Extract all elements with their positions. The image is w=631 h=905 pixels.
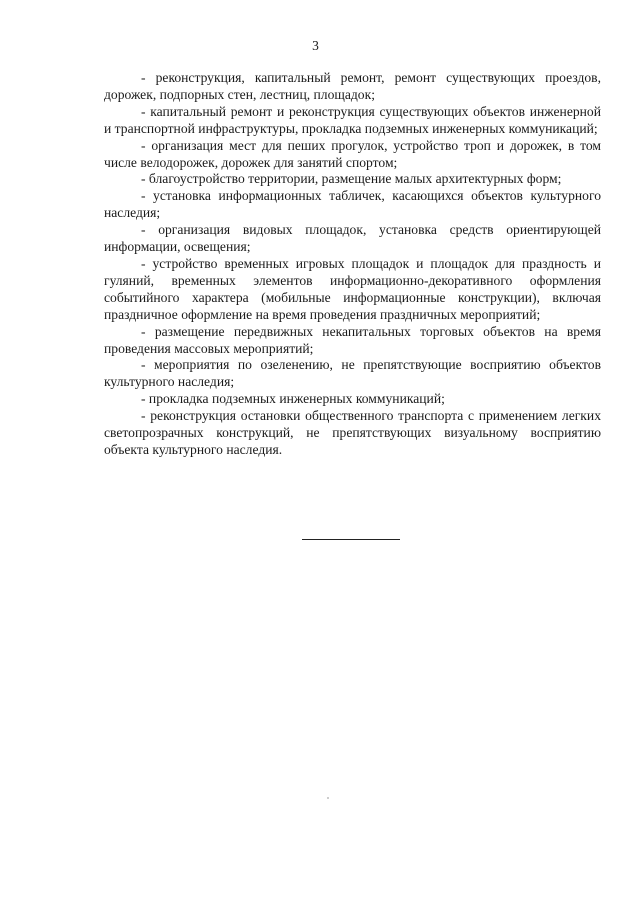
list-item: - организация видовых площадок, установка средств ориентирующей информации, освещения; — [104, 222, 601, 255]
list-item: - реконструкция остановки общественного транспорта с применением легких светопрозрачных конструкций, не препятствующих визуальному восприятию объекта культурного наследия. — [104, 408, 601, 457]
list-item: - реконструкция, капитальный ремонт, ремонт существующих проездов, дорожек, подпорных стен, лестниц, площадок; — [104, 70, 601, 102]
list-item: - мероприятия по озеленению, не препятствующие восприятию объектов культурного наследия; — [104, 357, 601, 390]
list-item: - организация мест для пеших прогулок, устройство троп и дорожек, в том числе велодорожек, дорожек для занятий спортом; — [104, 137, 601, 170]
list-item: - благоустройство территории, размещение малых архитектурных форм; — [141, 171, 562, 187]
list-item: - установка информационных табличек, касающихся объектов культурного наследия; — [104, 188, 601, 221]
list-item: - размещение передвижных некапитальных торговых объектов на время проведения массовых мероприятий; — [104, 323, 601, 356]
end-of-text-divider — [302, 539, 400, 540]
page-number: 3 — [312, 38, 319, 53]
scan-artifact-dot — [327, 797, 329, 799]
list-item: - устройство временных игровых площадок и площадок для праздность и гуляний, временных элементов информационно-декоративного оформления событийного характера (мобильные информационные конструкции), включая праздничное оформление на время проведения праздничных мероприятий; — [104, 255, 601, 322]
list-item: - прокладка подземных инженерных коммуникаций; — [141, 391, 445, 407]
permitted-works-list — [104, 70, 601, 459]
list-item: - капитальный ремонт и реконструкция существующих объектов инженерной и транспортной инфраструктуры, прокладка подземных инженерных коммуникаций; — [104, 103, 601, 136]
